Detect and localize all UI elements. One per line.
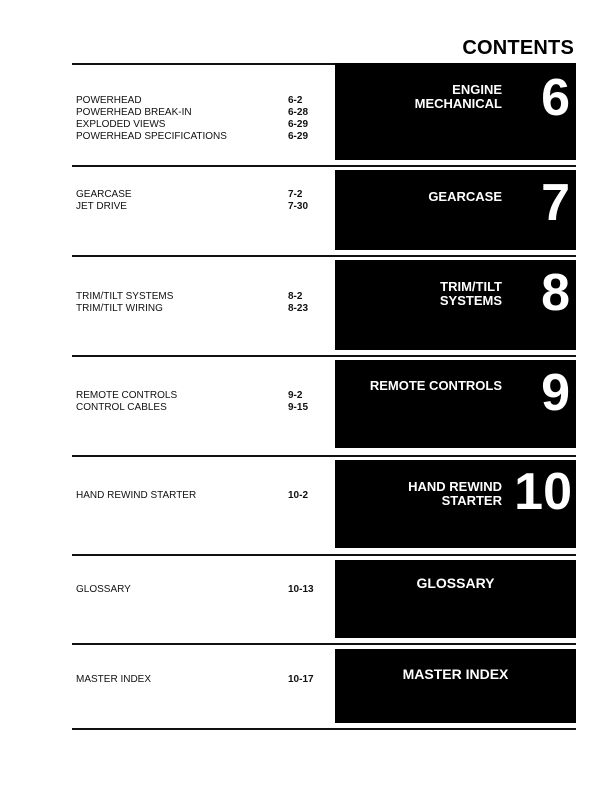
section-divider bbox=[72, 355, 576, 357]
section-divider bbox=[72, 554, 576, 556]
toc-entry-page: 6-28 bbox=[288, 107, 309, 118]
chapter-block-glossary[interactable] bbox=[335, 560, 576, 638]
chapter-title-line: REMOTE CONTROLS bbox=[369, 378, 502, 393]
toc-entry-page: 6-29 bbox=[288, 131, 309, 142]
chapter-block-gearcase[interactable] bbox=[335, 170, 576, 250]
chapter-number: 6 bbox=[541, 69, 570, 127]
chapter-title bbox=[335, 576, 576, 590]
chapter-block-engine-mechanical[interactable] bbox=[335, 63, 576, 160]
toc-entry-page: 10-13 bbox=[288, 584, 314, 595]
chapter-title-line: MECHANICAL bbox=[414, 96, 502, 111]
chapter-block-remote-controls[interactable] bbox=[335, 360, 576, 448]
chapter-title bbox=[408, 480, 502, 508]
chapter-title bbox=[370, 379, 502, 393]
chapter-title-line: SYSTEMS bbox=[439, 293, 502, 308]
toc-entry-page: 9-15 bbox=[288, 402, 309, 413]
toc-entry-page: 9-2 bbox=[288, 390, 303, 401]
toc-entry-label: REMOTE CONTROLS bbox=[76, 390, 178, 401]
chapter-title bbox=[428, 190, 502, 204]
bottom-divider bbox=[72, 728, 576, 730]
chapter-number: 9 bbox=[541, 364, 570, 422]
toc-entry-label: POWERHEAD BREAK-IN bbox=[76, 107, 192, 118]
toc-entry-label: CONTROL CABLES bbox=[76, 402, 167, 413]
chapter-title-line: MASTER INDEX bbox=[402, 666, 509, 682]
toc-entry-label: JET DRIVE bbox=[76, 201, 127, 212]
toc-entry-label: POWERHEAD SPECIFICATIONS bbox=[76, 131, 227, 142]
toc-entry-label: MASTER INDEX bbox=[76, 674, 152, 685]
chapter-number: 8 bbox=[541, 264, 570, 322]
toc-entry-page: 8-2 bbox=[288, 291, 303, 302]
section-divider bbox=[72, 165, 576, 167]
chapter-title-line: GLOSSARY bbox=[416, 575, 495, 591]
toc-entry-page: 7-2 bbox=[288, 189, 303, 200]
chapter-number: 10 bbox=[514, 463, 572, 521]
toc-entry-page: 6-2 bbox=[288, 95, 303, 106]
toc-entry-label: GLOSSARY bbox=[76, 584, 131, 595]
chapter-title-line: GEARCASE bbox=[428, 189, 502, 204]
chapter-block-master-index[interactable] bbox=[335, 649, 576, 723]
chapter-title-line: HAND REWIND bbox=[408, 479, 502, 494]
section-divider bbox=[72, 455, 576, 457]
chapter-title-line: STARTER bbox=[441, 493, 502, 508]
chapter-title bbox=[335, 667, 576, 681]
toc-entry-page: 10-2 bbox=[288, 490, 309, 501]
chapter-number: 7 bbox=[541, 174, 570, 232]
toc-entry-page: 8-23 bbox=[288, 303, 309, 314]
chapter-block-hand-rewind-starter[interactable] bbox=[335, 460, 576, 548]
chapter-title-line: TRIM/TILT bbox=[440, 279, 502, 294]
chapter-title-line: ENGINE bbox=[452, 82, 502, 97]
toc-entry-label: GEARCASE bbox=[76, 189, 132, 200]
toc-entry-page: 7-30 bbox=[288, 201, 309, 212]
toc-entry-page: 6-29 bbox=[288, 119, 309, 130]
section-divider bbox=[72, 255, 576, 257]
toc-entry-label: HAND REWIND STARTER bbox=[76, 490, 197, 501]
chapter-block-trim-tilt-systems[interactable] bbox=[335, 260, 576, 350]
toc-entry-label: TRIM/TILT SYSTEMS bbox=[76, 291, 174, 302]
toc-entry-label: TRIM/TILT WIRING bbox=[76, 303, 163, 314]
section-divider bbox=[72, 643, 576, 645]
chapter-title bbox=[415, 83, 502, 111]
toc-entry-label: EXPLODED VIEWS bbox=[76, 119, 166, 130]
chapter-title bbox=[440, 280, 502, 308]
toc-entry-page: 10-17 bbox=[288, 674, 314, 685]
toc-entry-label: POWERHEAD bbox=[76, 95, 142, 106]
page-title: CONTENTS bbox=[462, 37, 574, 59]
